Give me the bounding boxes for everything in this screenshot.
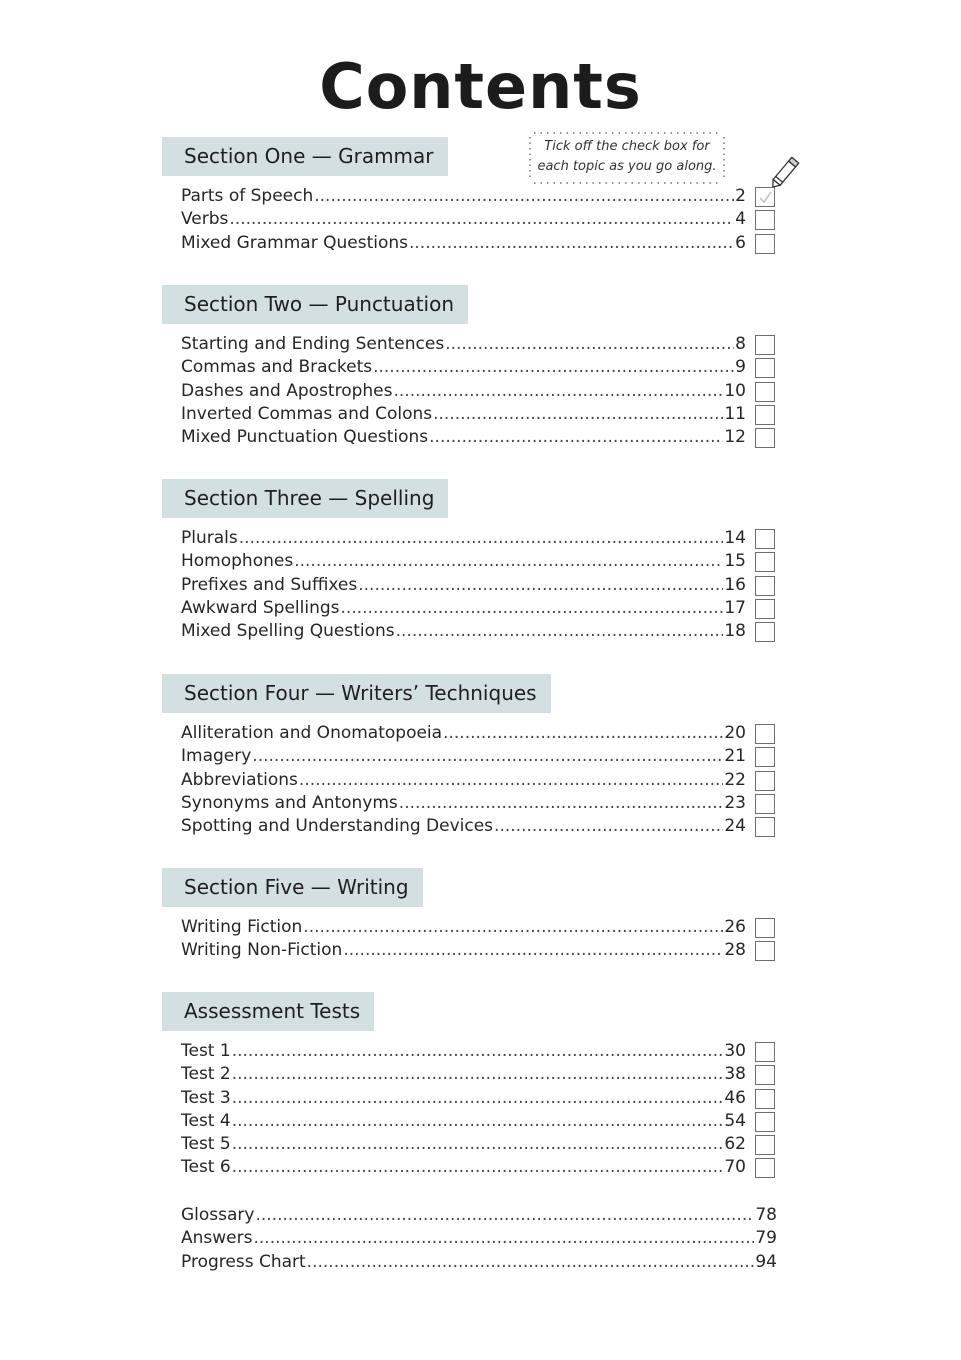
entry-label: Test 1 [181,1041,231,1061]
entry-label: Plurals [181,528,238,548]
checkbox[interactable] [755,817,775,837]
toc-entry[interactable] [162,792,778,815]
entry-page-number: 16 [724,574,746,595]
entry-label: Mixed Grammar Questions [181,232,408,253]
toc-extras [162,1204,778,1274]
dot-leader [232,1133,724,1156]
dot-leader [358,574,723,597]
dot-leader [443,722,723,745]
entry-page-number: 28 [724,940,746,961]
toc-entry[interactable] [162,574,778,597]
entry-label: Prefixes and Suffixes [181,574,358,595]
toc-entry[interactable] [162,1251,778,1274]
entry-list [162,722,778,838]
toc-entry[interactable] [162,745,778,768]
toc-entry[interactable] [162,939,778,962]
entry-page-number: 9 [735,357,746,378]
entry-label: Progress Chart [181,1251,306,1272]
checkbox[interactable] [755,335,775,355]
toc-entry[interactable] [162,916,778,939]
page-title: Contents [319,50,642,123]
checkbox[interactable] [755,552,775,572]
section-header: Assessment Tests [162,992,374,1031]
checkbox[interactable] [755,405,775,425]
entry-page-number: 8 [735,334,746,354]
entry-label: Imagery [181,746,252,767]
entry-label: Test 6 [181,1157,231,1178]
entry-page-number: 17 [724,597,746,618]
checkbox[interactable] [755,771,775,791]
toc-section [162,137,778,255]
entry-list [162,333,778,449]
dot-leader [307,1251,755,1274]
entry-label: Test 5 [181,1134,231,1155]
entry-label: Parts of Speech [181,186,314,206]
entry-label: Alliteration and Onomatopoeia [181,723,443,743]
dot-leader [373,356,734,379]
entry-page-number: 79 [755,1228,777,1249]
entry-page-number: 38 [724,1064,746,1085]
entry-page-number: 4 [735,209,746,230]
entry-label: Abbreviations [181,769,298,790]
entry-label: Writing Non-Fiction [181,940,343,961]
entry-label: Synonyms and Antonyms [181,792,398,813]
dot-leader [252,745,723,768]
entry-label: Spotting and Understanding Devices [181,816,494,837]
toc-section [162,868,778,963]
entry-page-number: 20 [724,723,746,743]
entry-list [162,185,778,255]
dot-leader [429,426,723,449]
checkbox[interactable] [755,918,775,938]
toc-entry[interactable] [162,620,778,643]
toc-entry[interactable] [162,232,778,255]
entry-page-number: 12 [724,427,746,448]
checkbox[interactable] [755,1089,775,1109]
checkbox[interactable] [755,358,775,378]
entry-label: Homophones [181,551,294,572]
checkbox[interactable] [755,1158,775,1178]
tip-note-line2: each topic as you go along. [537,159,717,174]
entry-list [162,527,778,643]
section-header: Section Four — Writers’ Techniques [162,674,551,713]
dot-leader [303,916,723,939]
dot-leader [445,333,734,356]
entry-page-number: 14 [724,528,746,548]
checkbox[interactable] [755,234,775,254]
section-header: Section One — Grammar [162,137,448,176]
toc-entry[interactable] [162,769,778,792]
dot-leader [232,1040,724,1063]
entry-label: Test 3 [181,1087,231,1108]
dot-leader [232,1063,724,1086]
entry-page-number: 11 [724,403,746,424]
toc-entry[interactable] [162,1204,778,1227]
entry-label: Writing Fiction [181,917,303,937]
entry-page-number: 46 [724,1087,746,1108]
dot-leader [314,185,734,208]
toc-entry[interactable] [162,1156,778,1179]
entry-page-number: 6 [735,232,746,253]
entry-page-number: 15 [724,551,746,572]
entry-page-number: 62 [724,1134,746,1155]
entry-page-number: 22 [724,769,746,790]
entry-page-number: 70 [724,1157,746,1178]
checkbox[interactable] [755,576,775,596]
entry-page-number: 23 [724,792,746,813]
entry-page-number: 30 [724,1041,746,1061]
section-header: Section Five — Writing [162,868,423,907]
dot-leader [239,527,724,550]
toc-entry[interactable] [162,815,778,838]
entry-page-number: 94 [755,1251,777,1272]
checkbox[interactable] [755,187,775,207]
checkbox[interactable] [755,1135,775,1155]
dot-leader [399,792,724,815]
dot-leader [232,1110,724,1133]
checkbox[interactable] [755,1065,775,1085]
toc-entry[interactable] [162,185,778,208]
dot-leader [409,232,734,255]
checkbox[interactable] [755,794,775,814]
entry-label: Answers [181,1228,253,1249]
toc-entry[interactable] [162,208,778,231]
checkbox[interactable] [755,724,775,744]
entry-label: Test 4 [181,1110,231,1131]
entry-label: Inverted Commas and Colons [181,403,433,424]
checkbox[interactable] [755,599,775,619]
entry-page-number: 2 [735,186,746,206]
entry-page-number: 54 [724,1110,746,1131]
toc-entry[interactable] [162,1110,778,1133]
entry-label: Mixed Spelling Questions [181,621,395,642]
toc-entry[interactable] [162,1227,778,1250]
checkbox[interactable] [755,1042,775,1062]
entry-label: Test 2 [181,1064,231,1085]
dot-leader [343,939,723,962]
checkbox[interactable] [755,1112,775,1132]
toc-entry[interactable] [162,1040,778,1063]
toc-section [162,285,778,449]
checkbox[interactable] [755,210,775,230]
entry-list [162,916,778,963]
dot-leader [255,1204,754,1227]
entry-label: Awkward Spellings [181,597,340,618]
checkbox[interactable] [755,622,775,642]
checkbox[interactable] [755,382,775,402]
checkbox[interactable] [755,941,775,961]
entry-page-number: 10 [724,380,746,401]
entry-label: Mixed Punctuation Questions [181,427,429,448]
toc-section [162,992,778,1180]
entry-label: Commas and Brackets [181,357,373,378]
dot-leader [396,620,724,643]
dot-leader [299,769,723,792]
dot-leader [394,380,724,403]
dot-leader [494,815,723,838]
entry-page-number: 21 [724,746,746,767]
dot-leader [253,1227,754,1250]
toc-entry[interactable] [162,722,778,745]
dot-leader [232,1087,724,1110]
entry-label: Glossary [181,1205,255,1225]
toc-entry[interactable] [162,597,778,620]
entry-page-number: 18 [724,621,746,642]
entry-list [162,1040,778,1180]
entry-label: Verbs [181,209,229,230]
toc-entry[interactable] [162,380,778,403]
toc-entry[interactable] [162,527,778,550]
toc-entry[interactable] [162,333,778,356]
toc-entry[interactable] [162,403,778,426]
toc-section [162,674,778,838]
toc-section [162,479,778,643]
entry-page-number: 24 [724,816,746,837]
dot-leader [433,403,723,426]
section-header: Section Two — Punctuation [162,285,468,324]
toc-entry[interactable] [162,356,778,379]
toc-entry[interactable] [162,426,778,449]
dot-leader [232,1156,724,1179]
entry-label: Starting and Ending Sentences [181,334,445,354]
toc-entry[interactable] [162,1063,778,1086]
toc-entry[interactable] [162,1133,778,1156]
checkbox[interactable] [755,529,775,549]
entry-label: Dashes and Apostrophes [181,380,393,401]
checkbox[interactable] [755,428,775,448]
entry-page-number: 78 [755,1205,777,1225]
section-header: Section Three — Spelling [162,479,448,518]
entry-page-number: 26 [724,917,746,937]
toc-entry[interactable] [162,1087,778,1110]
tip-note-line1: Tick off the check box for [544,139,710,154]
dot-leader [229,208,734,231]
dot-leader [294,550,723,573]
checkbox[interactable] [755,747,775,767]
dot-leader [341,597,724,620]
toc-entry[interactable] [162,550,778,573]
checkmark-icon [757,189,773,205]
